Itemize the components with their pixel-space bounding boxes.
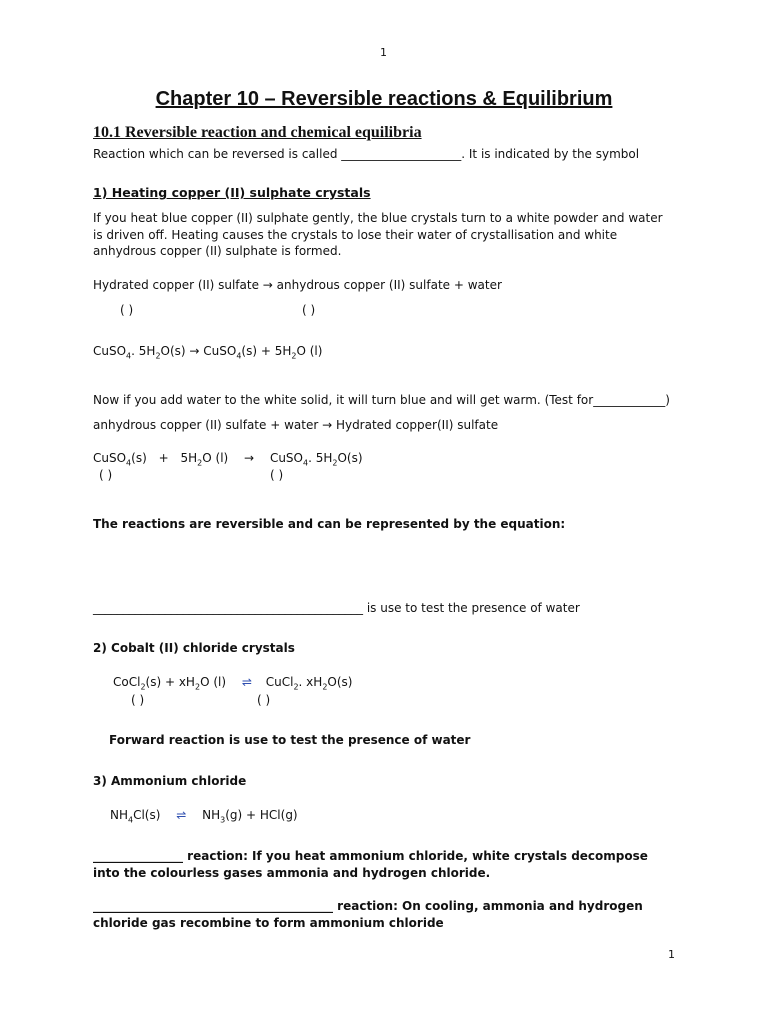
part1-word-equation-2: anhydrous copper (II) sulfate + water → Hydrated copper(II) sulfate xyxy=(93,418,499,432)
part1-heading: 1) Heating copper (II) sulphate crystals xyxy=(93,185,371,200)
page-number-top: 1 xyxy=(380,46,387,59)
part1-chemical-equation: CuSO$_4$. $5H_2O(s)$ → CuSO$_4$(s) + $5H_2O$ (l) xyxy=(93,344,323,361)
part3-line-2: ________________________________________ reaction: On cooling, ammonia and hydrogen chloride gas recombine to form ammonium chloride xyxy=(93,899,643,930)
part3-line-1: _______________ reaction: If you heat ammonium chloride, white crystals decompose into the colourless gases ammonia and hydrogen chloride. xyxy=(93,849,648,880)
section-heading: 10.1 Reversible reaction and chemical equilibria xyxy=(93,124,422,141)
part2-equation: CoCl$_2$(s) + $xH_2O$ (l) ⇌ CuCl$_2$. $xH_2O(s)$ xyxy=(113,675,353,692)
colour-blank-1: ( ) xyxy=(120,303,134,317)
forward-note: Forward reaction is use to test the presence of water xyxy=(109,733,471,747)
reversible-note: The reactions are reversible and can be represented by the equation: xyxy=(93,517,566,531)
part2-blank-1: ( ) xyxy=(131,693,145,707)
part2-heading: 2) Cobalt (II) chloride crystals xyxy=(93,641,295,655)
add-water-line: Now if you add water to the white solid, it will turn blue and will get warm. (Test for____________) xyxy=(93,393,670,407)
part2-blank-2: ( ) xyxy=(257,693,271,707)
part3-heading: 3) Ammonium chloride xyxy=(93,774,247,788)
equilibrium-arrow-icon: ⇌ xyxy=(241,675,252,689)
chapter-title: Chapter 10 – Reversible reactions & Equilibrium xyxy=(155,88,613,110)
part1-word-equation: Hydrated copper (II) sulfate → anhydrous copper (II) sulfate + water xyxy=(93,278,502,292)
part1-chemical-equation-2: CuSO$_4$(s) + $5H_2O$ (l) → CuSO$_4$. $5H_2O(s)$ xyxy=(93,451,363,468)
part3-equation: $NH_4Cl(s)$ ⇌ $NH_3(g) + HCl(g)$ xyxy=(110,808,298,825)
eq2-blank-1: ( ) xyxy=(99,468,113,482)
colour-blank-2: ( ) xyxy=(302,303,316,317)
test-line: _____________________________________________ is use to test the presence of water xyxy=(93,601,580,615)
page-number-bottom: 1 xyxy=(668,948,675,961)
intro-line: Reaction which can be reversed is called ____________________. It is indicated by the symbol xyxy=(93,147,640,161)
equilibrium-arrow-icon: ⇌ xyxy=(176,808,187,822)
part1-paragraph: If you heat blue copper (II) sulphate gently, the blue crystals turn to a white powder and water is driven off. Heating causes the crystals to lose their water of crystallisation and white anhydrous copper (II) sulphate is formed. xyxy=(93,211,663,258)
eq2-blank-2: ( ) xyxy=(270,468,284,482)
